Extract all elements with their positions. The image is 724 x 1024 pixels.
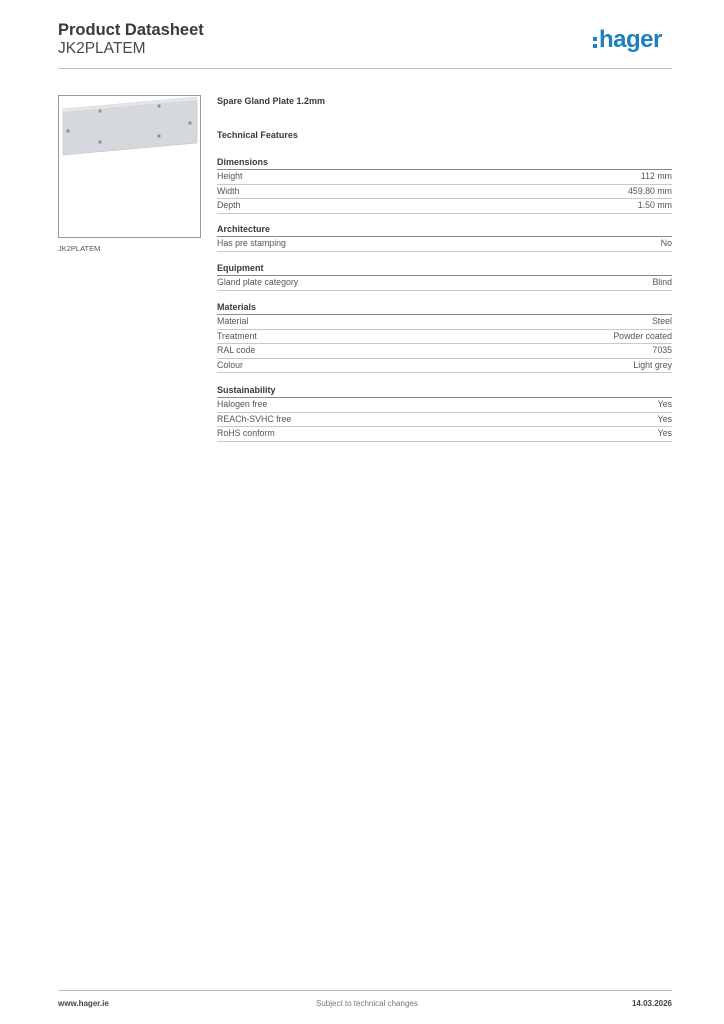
header-divider [58, 68, 672, 69]
spec-row [217, 427, 672, 442]
group-title: Materials [217, 302, 257, 312]
technical-features-heading: Technical Features [217, 130, 298, 140]
logo-dots-icon [593, 37, 597, 48]
group-architecture [217, 223, 672, 252]
spec-value: Yes [657, 428, 672, 438]
spec-value: Yes [657, 399, 672, 409]
spec-row [217, 237, 672, 252]
group-title: Sustainability [217, 385, 276, 395]
group-sustainability [217, 384, 672, 442]
spec-value: Yes [657, 413, 672, 424]
footer-notice: Subject to technical changes [316, 999, 418, 1008]
product-code: JK2PLATEM [58, 40, 146, 57]
spec-row [217, 413, 672, 428]
product-image [58, 95, 201, 238]
spec-label: Halogen free [217, 399, 268, 409]
spec-label: Treatment [217, 330, 257, 341]
footer-website: www.hager.ie [58, 999, 109, 1008]
footer-divider [58, 990, 672, 991]
spec-value: Light grey [633, 359, 672, 370]
spec-label: Height [217, 171, 243, 181]
spec-value: 459.80 mm [627, 185, 672, 196]
spec-row [217, 344, 672, 359]
spec-label: Material [217, 316, 249, 326]
spec-row [217, 315, 672, 330]
spec-value: 1.50 mm [637, 200, 672, 210]
spec-value: 112 mm [640, 171, 672, 181]
spec-value: Blind [652, 277, 672, 287]
group-equipment [217, 262, 672, 291]
spec-value: Powder coated [613, 330, 672, 341]
spec-label: RAL code [217, 345, 256, 355]
spec-row [217, 330, 672, 345]
spec-row [217, 185, 672, 200]
spec-label: RoHS conform [217, 428, 275, 438]
spec-row [217, 359, 672, 374]
spec-value: Steel [651, 316, 672, 326]
spec-row [217, 170, 672, 185]
spec-value: No [660, 238, 672, 248]
spec-label: Width [217, 185, 240, 196]
gland-plate-image [59, 96, 200, 237]
spec-label: REACh-SVHC free [217, 413, 292, 424]
spec-label: Gland plate category [217, 277, 299, 287]
footer-date: 14.03.2026 [631, 999, 672, 1008]
group-materials [217, 301, 672, 373]
spec-row [217, 398, 672, 413]
spec-value: 7035 [652, 345, 672, 355]
group-title: Dimensions [217, 157, 269, 167]
spec-label: Colour [217, 359, 243, 370]
page-title: Product Datasheet [58, 21, 204, 39]
product-description: Spare Gland Plate 1.2mm [217, 96, 326, 106]
spec-label: Depth [217, 200, 241, 210]
spec-row [217, 199, 672, 214]
image-caption: JK2PLATEM [58, 244, 101, 253]
spec-row [217, 276, 672, 291]
spec-label: Has pre stamping [217, 238, 286, 248]
logo-text: hager [599, 26, 662, 53]
hager-logo [593, 28, 662, 52]
group-dimensions [217, 156, 672, 214]
group-title: Architecture [217, 224, 271, 234]
group-title: Equipment [217, 263, 264, 273]
